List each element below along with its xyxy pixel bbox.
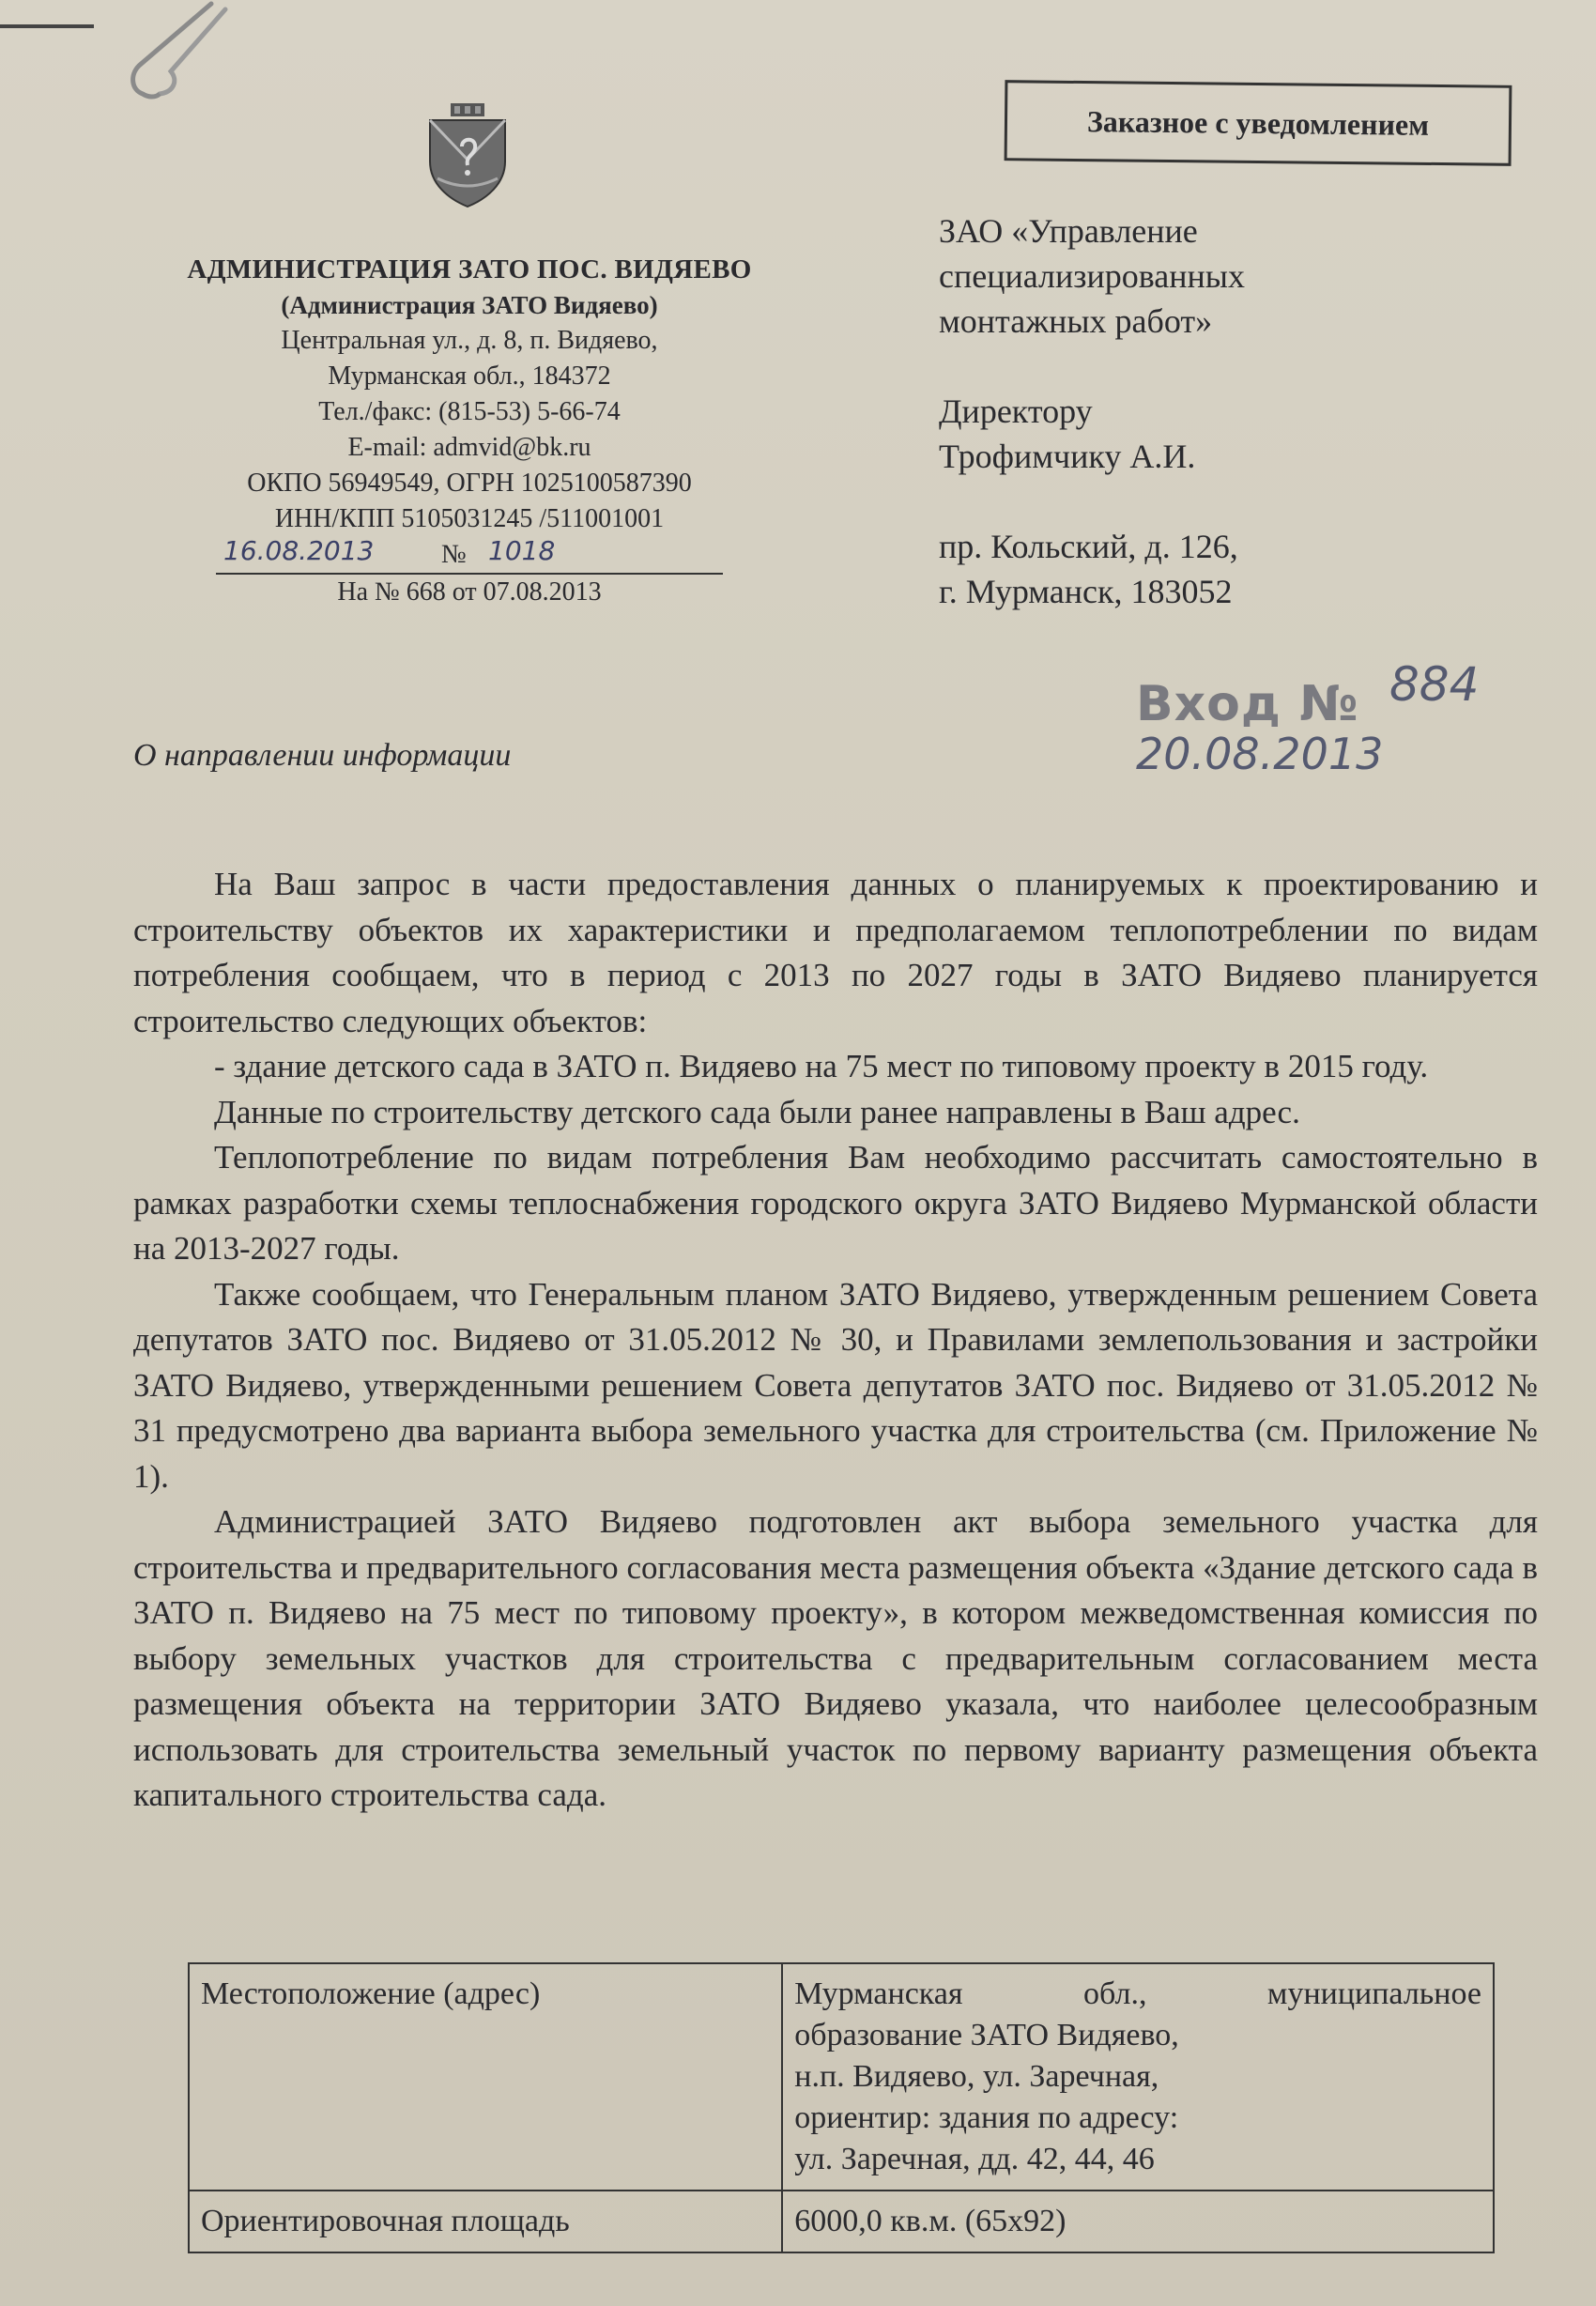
body-paragraph: Администрацией ЗАТО Видяево подготовлен акт выбора земельного участка для строительства и предварительного согласования места размещения объекта «Здание детского сада в ЗАТО п. Видяево на 75 мест по типовому проекту», в котором межведомственная комиссия по выбору земельных участков для строительства с предварительным согласованием места размещения объекта на территории ЗАТО Видяево указала, что наиболее целесообразным использовать для строительства земельный участок по первому варианту размещения объекта капитального строительства сада. <box>133 1503 1538 1813</box>
value-line: 6000,0 кв.м. (65х92) <box>794 2204 1067 2238</box>
table-cell-label: Местоположение (адрес) <box>189 1963 782 2191</box>
pen-mark <box>0 24 94 28</box>
recipient-title: Директору <box>939 392 1093 430</box>
paper-clip-icon <box>122 0 235 103</box>
body-paragraph: Теплопотребление по видам потребления Вам необходимо рассчитать самостоятельно в рамках разработки схемы теплоснабжения городского округа ЗАТО Видяево Мурманской области на 2013-2027 годы. <box>133 1139 1538 1267</box>
sender-phone: Тел./факс: (815-53) 5-66-74 <box>318 397 621 426</box>
sender-short-name: (Администрация ЗАТО Видяево) <box>281 291 658 319</box>
recipient-org-line2: специализированных <box>939 257 1245 295</box>
incoming-stamp <box>1136 657 1530 779</box>
incoming-label: Вход № <box>1136 676 1359 732</box>
sender-block <box>141 252 798 610</box>
value-line: Мурманская обл., муниципальное <box>794 1976 1481 2011</box>
recipient-address-line2: г. Мурманск, 183052 <box>939 573 1233 610</box>
outgoing-number: 1018 <box>488 535 556 566</box>
reply-reference: На № 668 от 07.08.2013 <box>337 577 602 607</box>
incoming-date: 20.08.2013 <box>1136 729 1384 779</box>
site-info-table <box>188 1962 1495 2253</box>
value-line: ориентир: здания по адресу: <box>794 2100 1179 2135</box>
table-row <box>189 2191 1494 2252</box>
value-line: ул. Заречная, дд. 42, 44, 46 <box>794 2142 1155 2176</box>
table-row <box>189 1963 1494 2191</box>
registered-mail-stamp: Заказное с уведомлением <box>1005 80 1512 166</box>
coat-of-arms-icon <box>424 103 511 208</box>
sender-address-line1: Центральная ул., д. 8, п. Видяево, <box>281 326 658 355</box>
outgoing-number-row <box>216 537 723 575</box>
letter-body <box>133 862 1538 1819</box>
table-cell-value <box>782 2191 1494 2252</box>
body-paragraph: На Ваш запрос в части предоставления данных о планируемых к проектированию и строительству объектов их характеристики и предполагаемом теплопотреблении по видам потребления сообщаем, что в период с 2013 по 2027 годы в ЗАТО Видяево планируется строительство следующих объектов: <box>133 866 1538 1039</box>
sender-address-line2: Мурманская обл., 184372 <box>328 361 611 391</box>
recipient-person: Трофимчику А.И. <box>939 438 1196 475</box>
value-line: н.п. Видяево, ул. Заречная, <box>794 2059 1159 2094</box>
body-paragraph: Данные по строительству детского сада были ранее направлены в Ваш адрес. <box>214 1093 1300 1130</box>
outgoing-no-label: № <box>441 540 467 569</box>
sender-name: АДМИНИСТРАЦИЯ ЗАТО ПОС. ВИДЯЕВО <box>187 254 752 284</box>
incoming-number: 884 <box>1389 657 1480 712</box>
table-cell-value <box>782 1963 1494 2191</box>
outgoing-date: 16.08.2013 <box>223 535 375 566</box>
body-paragraph: Также сообщаем, что Генеральным планом ЗАТО Видяево, утвержденным решением Совета депутатов ЗАТО пос. Видяево от 31.05.2012 № 30, и Правилами землепользования и застройки ЗАТО Видяево, утвержденными решением Совета депутатов ЗАТО пос. Видяево от 31.05.2012 № 31 предусмотрено два варианта выбора земельного участка для строительства (см. Приложение № 1). <box>133 1275 1538 1495</box>
body-paragraph: - здание детского сада в ЗАТО п. Видяево на 75 мест по типовому проекту в 2015 году. <box>214 1048 1429 1084</box>
sender-email: E-mail: admvid@bk.ru <box>347 433 591 462</box>
recipient-org-line1: ЗАО «Управление <box>939 212 1198 250</box>
sender-codes-inn: ИНН/КПП 5105031245 /511001001 <box>274 504 665 533</box>
sender-codes-okpo: ОКПО 56949549, ОГРН 1025100587390 <box>247 469 692 498</box>
recipient-block <box>939 208 1540 614</box>
value-line: образование ЗАТО Видяево, <box>794 2018 1179 2052</box>
letter-subject: О направлении информации <box>133 738 512 773</box>
recipient-address-line1: пр. Кольский, д. 126, <box>939 528 1238 565</box>
recipient-org-line3: монтажных работ» <box>939 302 1213 340</box>
table-cell-label: Ориентировочная площадь <box>189 2191 782 2252</box>
